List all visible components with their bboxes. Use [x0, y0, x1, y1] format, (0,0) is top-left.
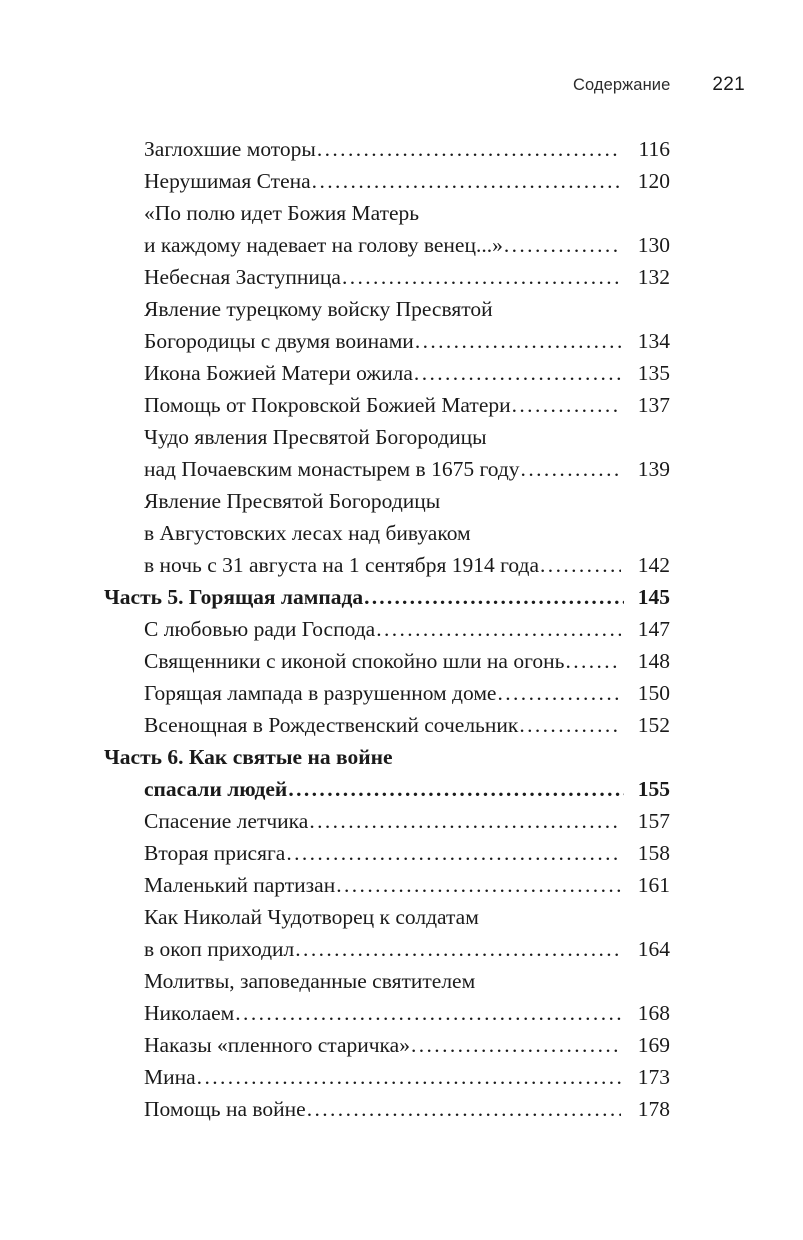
- toc-dot-leader: [512, 389, 621, 421]
- toc-entry[interactable]: [104, 1029, 670, 1061]
- toc-entry-title: Богородицы с двумя воинами: [144, 329, 414, 353]
- toc-dot-leader: [317, 133, 621, 165]
- toc-entry-page-number: 157: [637, 809, 670, 833]
- toc-entry[interactable]: [104, 933, 670, 965]
- toc-entry-page-number: 155: [637, 777, 670, 801]
- toc-entry-page-number: 161: [637, 873, 670, 897]
- toc-entry-page-number: 134: [637, 329, 670, 353]
- toc-entry-title: Горящая лампада в разрушенном доме: [144, 681, 497, 705]
- toc-entry-page-number: 137: [637, 393, 670, 417]
- toc-dot-leader: [336, 869, 621, 901]
- toc-dot-leader: [376, 613, 621, 645]
- toc-entry-title: Маленький партизан: [144, 873, 336, 897]
- toc-entry-page-number: 148: [637, 649, 670, 673]
- toc-entry-page-number: 168: [637, 1001, 670, 1025]
- toc-entry-title: Наказы «пленного старичка»: [144, 1033, 410, 1057]
- toc-entry-title: над Почаевским монастырем в 1675 году: [144, 457, 520, 481]
- toc-entry-page-number: 164: [637, 937, 670, 961]
- toc-entry[interactable]: [104, 549, 670, 581]
- toc-entry[interactable]: [104, 325, 670, 357]
- toc-entry-title: и каждому надевает на голову венец...»: [144, 233, 503, 257]
- toc-entry[interactable]: [104, 869, 670, 901]
- toc-entry[interactable]: [104, 677, 670, 709]
- toc-entry-title: Молитвы, заповеданные святителем: [144, 969, 476, 993]
- toc-entry-page-number: 152: [637, 713, 670, 737]
- toc-entry-title: Спасение летчика: [144, 809, 309, 833]
- toc-entry-title: Икона Божией Матери ожила: [144, 361, 413, 385]
- page-folio-number: 221: [712, 74, 745, 95]
- table-of-contents: [104, 133, 670, 1125]
- toc-entry-page-number: 130: [637, 233, 670, 257]
- toc-entry[interactable]: [104, 997, 670, 1029]
- toc-entry-page-number: 178: [637, 1097, 670, 1121]
- toc-entry[interactable]: [104, 805, 670, 837]
- toc-entry-title: Часть 5. Горящая лампада: [104, 585, 364, 609]
- toc-entry[interactable]: [104, 773, 670, 805]
- toc-entry[interactable]: [104, 133, 670, 165]
- toc-entry[interactable]: [104, 229, 670, 261]
- running-head-title: Содержание: [572, 76, 671, 94]
- running-head: [0, 74, 745, 96]
- toc-entry[interactable]: [104, 421, 670, 453]
- toc-entry-title: Николаем: [144, 1001, 235, 1025]
- toc-entry-page-number: 135: [637, 361, 670, 385]
- toc-dot-leader: [295, 933, 621, 965]
- toc-dot-leader: [504, 229, 621, 261]
- toc-entry[interactable]: [104, 965, 670, 997]
- toc-entry-title: в Августовских лесах над бивуаком: [144, 521, 471, 545]
- toc-entry-title: «По полю идет Божия Матерь: [144, 201, 420, 225]
- toc-entry-page-number: 150: [637, 681, 670, 705]
- toc-entry[interactable]: [104, 357, 670, 389]
- toc-entry[interactable]: [104, 1061, 670, 1093]
- toc-entry-page-number: 147: [637, 617, 670, 641]
- toc-dot-leader: [565, 645, 621, 677]
- toc-entry-page-number: 139: [637, 457, 670, 481]
- toc-entry-title: Небесная Заступница: [144, 265, 341, 289]
- toc-entry[interactable]: [104, 613, 670, 645]
- toc-entry-title: Чудо явления Пресвятой Богородицы: [144, 425, 487, 449]
- toc-entry-title: в окоп приходил: [144, 937, 295, 961]
- toc-dot-leader: [540, 549, 621, 581]
- toc-entry[interactable]: [104, 293, 670, 325]
- toc-entry-title: Как Николай Чудотворец к солдатам: [144, 905, 479, 929]
- toc-entry-title: в ночь с 31 августа на 1 сентября 1914 года: [144, 553, 540, 577]
- toc-dot-leader: [197, 1061, 621, 1093]
- toc-entry-title: С любовью ради Господа: [144, 617, 376, 641]
- toc-entry[interactable]: [104, 837, 670, 869]
- toc-entry-title: Часть 6. Как святые на войне: [104, 745, 393, 769]
- toc-entry-title: Вторая присяга: [144, 841, 286, 865]
- toc-entry[interactable]: [104, 485, 670, 517]
- toc-entry[interactable]: [104, 709, 670, 741]
- toc-entry[interactable]: [104, 517, 670, 549]
- toc-dot-leader: [415, 325, 621, 357]
- toc-dot-leader: [312, 165, 621, 197]
- toc-entry-page-number: 169: [637, 1033, 670, 1057]
- toc-entry-page-number: 120: [637, 169, 670, 193]
- toc-entry-page-number: 142: [637, 553, 670, 577]
- toc-dot-leader: [288, 773, 624, 805]
- toc-dot-leader: [307, 1093, 621, 1125]
- toc-entry-page-number: 145: [637, 585, 670, 609]
- toc-dot-leader: [309, 805, 621, 837]
- toc-entry-title: Помощь на войне: [144, 1097, 306, 1121]
- toc-entry[interactable]: [104, 645, 670, 677]
- toc-entry[interactable]: [104, 261, 670, 293]
- toc-entry[interactable]: [104, 901, 670, 933]
- toc-entry[interactable]: [104, 581, 670, 613]
- toc-dot-leader: [411, 1029, 621, 1061]
- toc-entry[interactable]: [104, 197, 670, 229]
- toc-entry-title: Священники с иконой спокойно шли на огонь: [144, 649, 565, 673]
- toc-dot-leader: [235, 997, 621, 1029]
- toc-entry-title: Явление Пресвятой Богородицы: [144, 489, 441, 513]
- toc-entry[interactable]: [104, 741, 670, 773]
- toc-entry-page-number: 173: [637, 1065, 670, 1089]
- toc-entry-title: Помощь от Покровской Божией Матери: [144, 393, 511, 417]
- toc-entry[interactable]: [104, 453, 670, 485]
- toc-entry-title: Мина: [144, 1065, 196, 1089]
- toc-entry-title: Заглохшие моторы: [144, 137, 316, 161]
- toc-entry-title: Явление турецкому войску Пресвятой: [144, 297, 493, 321]
- toc-dot-leader: [342, 261, 621, 293]
- toc-dot-leader: [364, 581, 624, 613]
- toc-entry-page-number: 116: [638, 137, 670, 161]
- toc-entry[interactable]: [104, 165, 670, 197]
- toc-entry[interactable]: [104, 389, 670, 421]
- toc-dot-leader: [497, 677, 621, 709]
- toc-entry[interactable]: [104, 1093, 670, 1125]
- toc-dot-leader: [519, 709, 621, 741]
- toc-dot-leader: [521, 453, 621, 485]
- toc-entry-title: Всенощная в Рождественский сочельник: [144, 713, 519, 737]
- toc-entry-title: Нерушимая Стена: [144, 169, 311, 193]
- toc-entry-title: спасали людей: [144, 777, 288, 801]
- toc-entry-page-number: 158: [637, 841, 670, 865]
- toc-dot-leader: [414, 357, 621, 389]
- toc-dot-leader: [286, 837, 621, 869]
- toc-entry-page-number: 132: [637, 265, 670, 289]
